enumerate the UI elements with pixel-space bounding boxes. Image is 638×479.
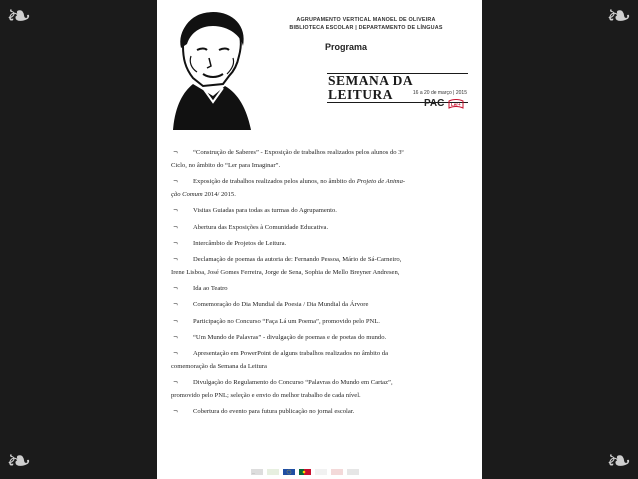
partner-logos <box>251 467 359 477</box>
list-item <box>171 347 476 373</box>
list-item <box>171 253 476 279</box>
item-text: Apresentação em PowerPoint de alguns trabalhos realizados no âmbito da <box>193 349 389 357</box>
item-text-continued: Irene Lisboa, José Gomes Ferreira, Jorge de Sena, Sophia de Mello Breyner Andresen, <box>171 268 400 276</box>
ornament-corner-icon: ❧ <box>606 0 632 34</box>
school-name: AGRUPAMENTO VERTICAL MANOEL DE OLIVEIRA <box>296 17 436 23</box>
event-dates: 16 a 20 de março | 2015 <box>412 90 467 96</box>
ler-plus-logo <box>448 99 464 109</box>
partner-logo <box>331 469 343 475</box>
item-text: Visitas Guiadas para todas as turmas do Agrupamento. <box>193 207 337 215</box>
item-text: Ida ao Teatro <box>193 285 228 293</box>
item-text-continued: comemoração da Semana da Leitura <box>171 362 267 370</box>
program-heading: Programa <box>325 42 368 52</box>
document-page <box>157 0 482 479</box>
partner-logo <box>251 469 263 475</box>
list-item <box>171 315 476 328</box>
list-item <box>171 282 476 295</box>
school-header <box>261 16 471 32</box>
bullet-icon: ¬ <box>173 239 179 247</box>
partner-logo <box>315 469 327 475</box>
ornament-corner-icon: ❧ <box>6 0 32 34</box>
bullet-icon: ¬ <box>173 255 179 263</box>
bullet-icon: ¬ <box>173 207 179 215</box>
list-item <box>171 405 476 418</box>
list-item <box>171 146 476 172</box>
item-text: Exposição de trabalhos realizados pelos alunos, no âmbito do <box>193 178 357 186</box>
portugal-flag-icon <box>299 469 311 475</box>
item-text: Participação no Concurso “Faça Lá um Poema”, promovido pelo PNL. <box>193 317 380 325</box>
ornament-corner-icon: ❧ <box>6 444 32 479</box>
svg-text:Ler+: Ler+ <box>451 102 461 107</box>
bullet-icon: ¬ <box>173 149 179 156</box>
bullet-icon: ¬ <box>173 333 179 341</box>
item-text: Divulgação do Regulamento do Concurso “Palavras do Mundo em Cartaz”, <box>193 379 393 387</box>
list-item <box>171 221 476 234</box>
item-text: Comemoração do Dia Mundial da Poesia / Dia Mundial da Árvore <box>193 301 369 309</box>
bullet-icon: ¬ <box>173 223 179 231</box>
bullet-icon: ¬ <box>173 285 179 293</box>
event-title: SEMANA DA LEITURA <box>327 73 468 103</box>
item-italic-continued: ção Comum <box>171 191 203 199</box>
pac-label: PAC <box>424 98 445 109</box>
bullet-icon: ¬ <box>173 408 179 416</box>
author-portrait <box>163 6 255 130</box>
ornament-corner-icon: ❧ <box>606 444 632 479</box>
item-text: Declamação de poemas da autoria de: Fernando Pessoa, Mário de Sá-Carneiro, <box>193 255 402 263</box>
item-text: “Um Mundo de Palavras” - divulgação de poemas e de poetas do mundo. <box>193 333 387 341</box>
item-text: Abertura das Exposições à Comunidade Educativa. <box>193 223 329 231</box>
item-text-continued: promovido pelo PNL; seleção e envio do melhor trabalho de cada nível. <box>171 392 361 400</box>
bullet-icon: ¬ <box>173 178 179 186</box>
partner-logo <box>347 469 359 475</box>
eu-flag-icon <box>283 469 295 475</box>
item-text-continued <box>171 188 464 201</box>
partner-logo <box>267 469 279 475</box>
list-item <box>171 298 476 311</box>
list-item <box>171 331 476 344</box>
program-list <box>171 146 476 421</box>
svg-text:…: … <box>252 470 256 475</box>
item-text: Cobertura do evento para futura publicação no jornal escolar. <box>193 408 355 416</box>
department-name: BIBLIOTECA ESCOLAR | DEPARTAMENTO DE LÍNGUAS <box>289 25 443 31</box>
list-item <box>171 237 476 250</box>
bullet-icon: ¬ <box>173 301 179 309</box>
item-italic-text: Projeto de Anima- <box>356 178 406 186</box>
item-text: Intercâmbio de Projetos de Leitura. <box>193 239 287 247</box>
bullet-icon: ¬ <box>173 379 179 387</box>
list-item <box>171 204 476 217</box>
item-text-tail: 2014/ 2015. <box>202 191 236 199</box>
item-text-continued: Ciclo, no âmbito do “Ler para Imaginar”. <box>171 162 281 169</box>
bullet-icon: ¬ <box>173 317 179 325</box>
list-item <box>171 175 476 201</box>
list-item <box>171 376 476 402</box>
bullet-icon: ¬ <box>173 349 179 357</box>
item-text: “Construção de Saberes” - Exposição de trabalhos realizados pelos alunos do 3º <box>193 149 404 156</box>
